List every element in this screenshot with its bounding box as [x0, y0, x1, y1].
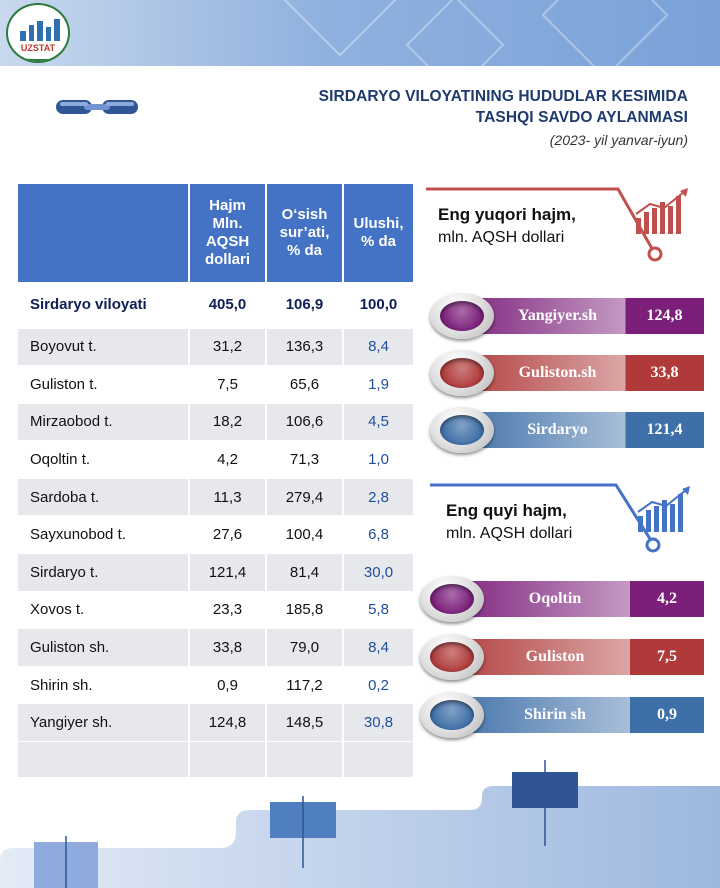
cell-growth: 79,0	[266, 629, 343, 667]
bullet-disc-icon	[430, 350, 494, 396]
highest-heading	[438, 204, 576, 249]
cell-volume: 18,2	[189, 403, 266, 441]
item-label: Shirin sh	[524, 706, 586, 723]
logo-swoosh-icon	[16, 53, 64, 61]
growth-chart-icon	[636, 486, 696, 534]
total-row	[18, 282, 413, 328]
lowest-title: Eng quyi hajm,	[446, 501, 567, 520]
header-text: Ulushi,	[353, 215, 404, 232]
cell-share: 6,8	[343, 516, 413, 554]
item-label: Yangiyer.sh	[518, 307, 597, 324]
lowest-heading	[446, 500, 572, 545]
header-text: sur’ati,	[279, 224, 330, 241]
bottom-decoration	[0, 760, 720, 888]
cell-region: Shirin sh.	[18, 666, 189, 704]
item-value: 124,8	[646, 307, 683, 324]
decor-shape	[406, 0, 505, 66]
period-label: (2023- yil yanvar-iyun)	[549, 132, 688, 148]
bullet-disc-icon	[430, 407, 494, 453]
cell-growth: 279,4	[266, 478, 343, 516]
item-value: 7,5	[657, 648, 677, 665]
cell-share: 0,2	[343, 666, 413, 704]
cell-region: Sayxunobod t.	[18, 516, 189, 554]
header-text: AQSH	[205, 233, 250, 250]
bullet-disc-icon	[430, 293, 494, 339]
header-region	[18, 184, 189, 282]
decor-shape	[541, 0, 668, 66]
cell-volume: 121,4	[189, 554, 266, 592]
title-line-1: SIRDARYO VILOYATINING HUDUDLAR KESIMIDA	[318, 88, 688, 105]
cell-share: 30,8	[343, 704, 413, 742]
cell-volume: 23,3	[189, 591, 266, 629]
cell-volume: 7,5	[189, 366, 266, 404]
item-label: Sirdaryo	[527, 421, 588, 438]
cell-growth: 106,6	[266, 403, 343, 441]
cell-region: Guliston sh.	[18, 629, 189, 667]
table-row	[18, 366, 413, 404]
header-volume	[189, 184, 266, 282]
cell-volume: 124,8	[189, 704, 266, 742]
cell-region: Sirdaryo t.	[18, 554, 189, 592]
highest-item	[430, 407, 704, 453]
table-row	[18, 403, 413, 441]
cell-volume: 405,0	[189, 282, 266, 328]
cell-volume: 11,3	[189, 478, 266, 516]
header-text: dollari	[204, 251, 250, 268]
highest-title: Eng yuqori hajm,	[438, 205, 576, 224]
page-title	[319, 86, 688, 150]
highest-subtitle: mln. AQSH dollari	[438, 229, 565, 246]
cell-region: Boyovut t.	[18, 328, 189, 366]
table-row	[18, 328, 413, 366]
table-row	[18, 591, 413, 629]
cell-region: Yangiyer sh.	[18, 704, 189, 742]
cell-share: 2,8	[343, 478, 413, 516]
table-row	[18, 554, 413, 592]
cell-share: 1,9	[343, 366, 413, 404]
cell-share: 4,5	[343, 403, 413, 441]
bullet-disc-icon	[420, 634, 484, 680]
lowest-item	[420, 634, 704, 680]
cell-share: 5,8	[343, 591, 413, 629]
highest-item	[430, 350, 704, 396]
table-row	[18, 629, 413, 667]
top-banner	[0, 0, 720, 66]
growth-chart-icon	[634, 188, 694, 236]
cell-growth: 185,8	[266, 591, 343, 629]
lowest-item	[420, 576, 704, 622]
header-text: O‘sish	[281, 206, 328, 223]
cell-share: 1,0	[343, 441, 413, 479]
cell-share: 8,4	[343, 328, 413, 366]
table-row	[18, 441, 413, 479]
cell-growth: 71,3	[266, 441, 343, 479]
cell-region: Mirzaobod t.	[18, 403, 189, 441]
table-row	[18, 516, 413, 554]
cell-volume: 4,2	[189, 441, 266, 479]
cell-region: Sardoba t.	[18, 478, 189, 516]
cell-region: Oqoltin t.	[18, 441, 189, 479]
header-share	[343, 184, 413, 282]
table-header-row	[18, 184, 413, 282]
cell-growth: 117,2	[266, 666, 343, 704]
cell-growth: 81,4	[266, 554, 343, 592]
table-row	[18, 704, 413, 742]
bullet-disc-icon	[420, 692, 484, 738]
header-text: % da	[360, 233, 396, 250]
lowest-subtitle: mln. AQSH dollari	[446, 525, 573, 542]
lowest-item	[420, 692, 704, 738]
title-line-2: TASHQI SAVDO AYLANMASI	[475, 109, 688, 126]
cell-region: Sirdaryo viloyati	[18, 282, 189, 328]
header-text: Hajm	[209, 197, 246, 214]
cell-volume: 27,6	[189, 516, 266, 554]
bullet-disc-icon	[420, 576, 484, 622]
item-value: 4,2	[657, 590, 677, 607]
cell-growth: 106,9	[266, 282, 343, 328]
cell-volume: 0,9	[189, 666, 266, 704]
item-label: Guliston.sh	[518, 364, 597, 381]
cell-growth: 65,6	[266, 366, 343, 404]
cell-share: 30,0	[343, 554, 413, 592]
cell-share: 100,0	[343, 282, 413, 328]
table-row	[18, 478, 413, 516]
item-value: 121,4	[646, 421, 683, 438]
cell-share: 8,4	[343, 629, 413, 667]
item-label: Oqoltin	[528, 590, 582, 607]
cell-region: Xovos t.	[18, 591, 189, 629]
header-text: Mln.	[212, 215, 243, 232]
trade-table	[18, 184, 413, 778]
chain-link-icon	[54, 92, 140, 122]
table-row	[18, 666, 413, 704]
decor-shape	[283, 0, 396, 57]
item-value: 33,8	[650, 364, 679, 381]
cell-growth: 148,5	[266, 704, 343, 742]
cell-volume: 31,2	[189, 328, 266, 366]
header-text: % da	[286, 242, 322, 259]
uzstat-logo	[6, 3, 70, 63]
cell-region: Guliston t.	[18, 366, 189, 404]
logo-bars-icon	[20, 19, 60, 41]
cell-growth: 100,4	[266, 516, 343, 554]
cell-growth: 136,3	[266, 328, 343, 366]
cell-volume: 33,8	[189, 629, 266, 667]
highest-item	[430, 293, 704, 339]
header-growth	[266, 184, 343, 282]
item-value: 0,9	[657, 706, 677, 723]
logo-text: UZSTAT	[20, 43, 56, 53]
item-label: Guliston	[525, 648, 585, 665]
